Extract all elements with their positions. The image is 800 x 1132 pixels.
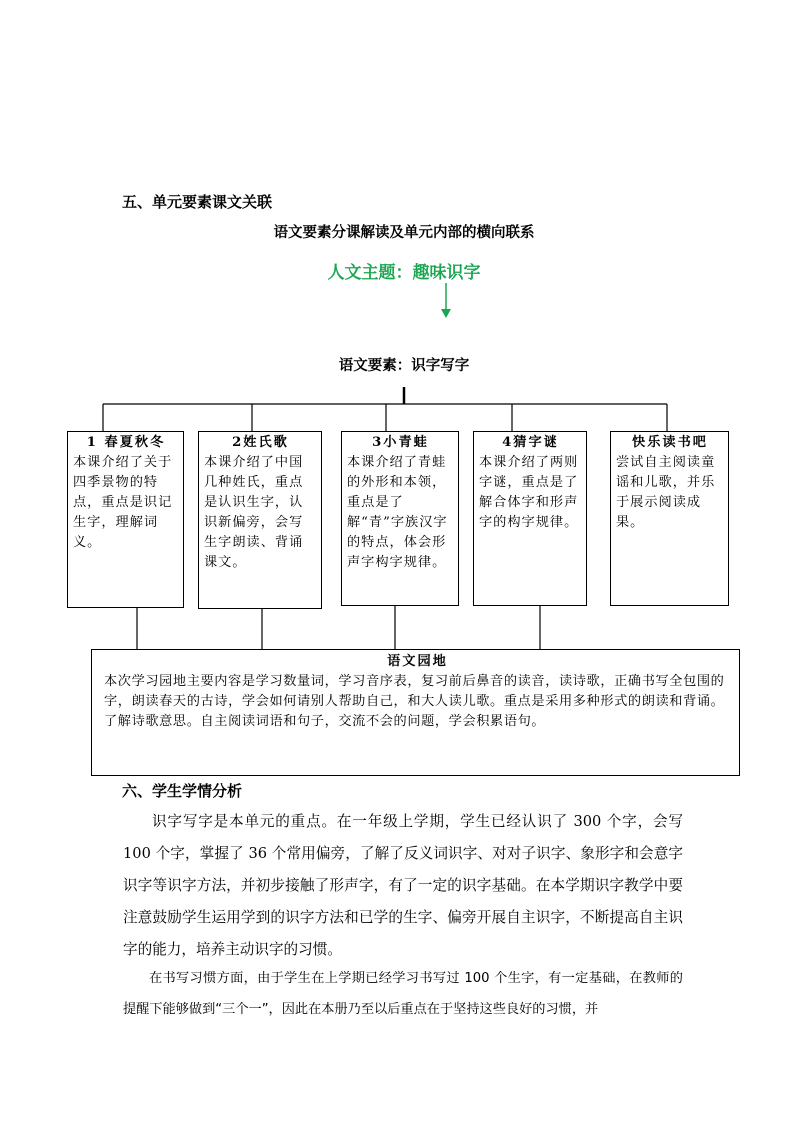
lesson-title: 3小青蛙 [372,435,429,450]
section5-heading: 五、单元要素课文关联 [122,193,273,211]
lesson-box-2 [198,431,322,609]
lesson-box-1 [67,431,184,608]
lesson-title: 1 春夏秋冬 [86,435,166,450]
lesson-box-5 [610,431,729,606]
yuandi-title: 语文园地 [387,654,448,669]
lesson-body: 本课介绍了两则字谜，重点是了解合体字和形声字的构字规律。 [479,455,579,530]
lesson-box-4 [473,431,587,606]
yuandi-body: 本次学习园地主要内容是学习数量词，学习音序表，复习前后鼻音的读音，读诗歌，正确书写全包围的字，朗读春天的古诗，学会如何请别人帮助自己，和大人读儿歌。重点是采用多种形式的朗读和背诵。了解诗歌意思。自主阅读词语和句子，交流不会的问题，学会积累语句。 [104,674,725,729]
analysis-paragraph-2: 在书写习惯方面，由于学生在上学期已经学习书写过 100 个生字，有一定基础，在教师的提醒下能够做到“三个一”，因此在本册乃至以后重点在于坚持这些良好的习惯，并 [123,971,683,1017]
lesson-body: 本课介绍了青蛙的外形和本领，重点是了解“青”字族汉字的特点，体会形声字构字规律。 [347,455,448,570]
lesson-box-3 [341,431,459,606]
yuandi-box [91,649,740,776]
lesson-body: 本课介绍了中国几种姓氏，重点是认识生字，认识新偏旁，会写生字朗读、背诵课文。 [204,455,304,570]
theme-label: 人文主题：趣味识字 [327,263,481,283]
lesson-body: 本课介绍了关于四季景物的特点，重点是识记生字，理解词义。 [73,455,173,550]
element-label: 语文要素：识字写字 [338,358,470,374]
lesson-title: 4猜字谜 [502,435,559,450]
analysis-paragraph-1: 识字写字是本单元的重点。在一年级上学期，学生已经认识了 300 个字，会写 100 个字，掌握了 36 个常用偏旁，了解了反义词识字、对对子识字、象形字和会意字识字等识字方法，并初步接触了形声字，有了一定的识字基础。在本学期识字教学中要注意鼓励学生运用学到的识字方法和已学的生字、偏旁开展自主识字，不断提高自主识字的能力，培养主动识字的习惯。 [123,813,683,958]
lesson-title: 2姓氏歌 [232,435,289,450]
lesson-title: 快乐读书吧 [632,435,708,450]
diagram-title: 语文要素分课解读及单元内部的横向联系 [273,225,535,241]
section6-heading: 六、学生学情分析 [122,782,243,800]
lesson-body: 尝试自主阅读童谣和儿歌，并乐于展示阅读成果。 [616,455,716,530]
